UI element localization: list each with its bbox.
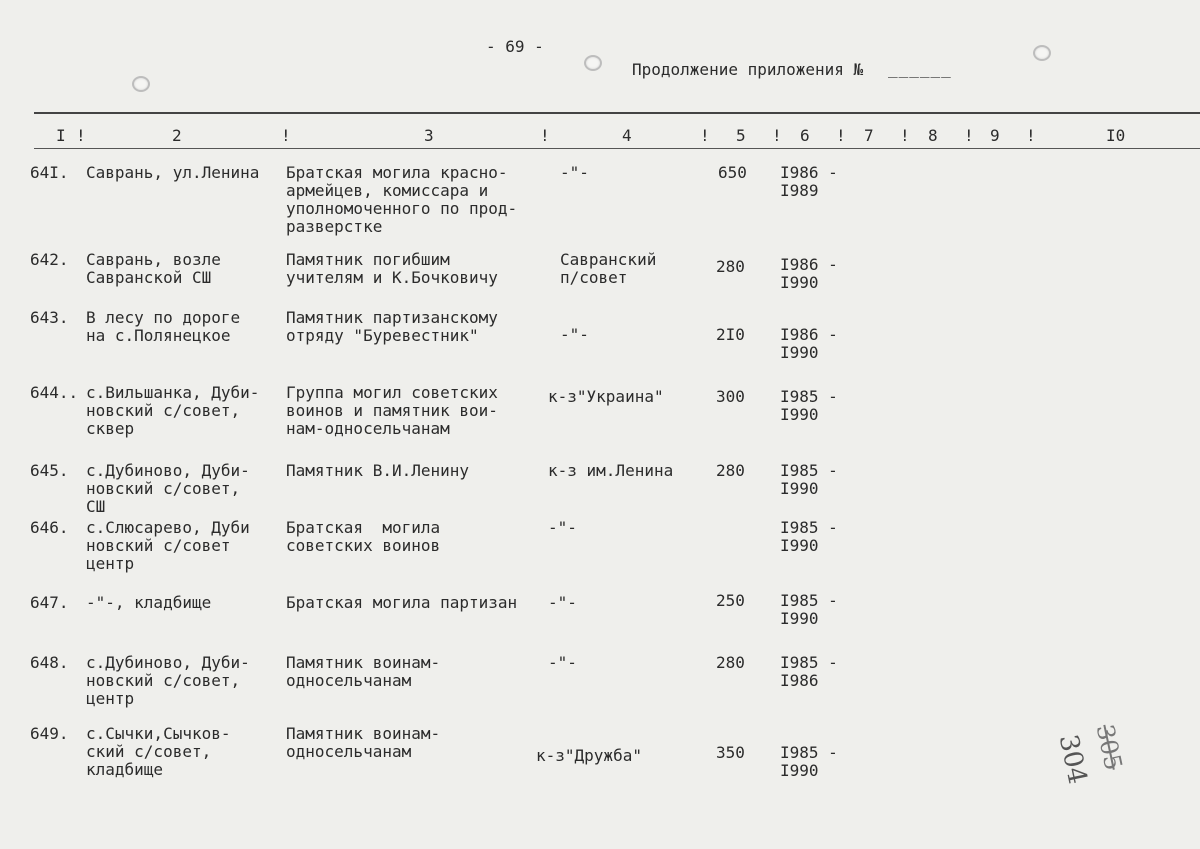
column-header-8: 8 bbox=[928, 126, 938, 145]
column-separator: ! bbox=[76, 126, 86, 145]
page-number: - 69 - bbox=[486, 37, 544, 56]
continuation-blank: ______ bbox=[888, 59, 952, 78]
row-owner: к-з"Дружба" bbox=[536, 746, 642, 765]
row-value: 2I0 bbox=[716, 325, 745, 344]
row-owner: -"- bbox=[548, 518, 577, 537]
row-years: I986 - I990 bbox=[780, 325, 838, 362]
row-value: 250 bbox=[716, 591, 745, 610]
table-top-rule bbox=[34, 112, 1200, 114]
row-location: Саврань, возле Савранской СШ bbox=[86, 250, 221, 287]
column-header-6: 6 bbox=[800, 126, 810, 145]
row-owner: -"- bbox=[560, 163, 589, 182]
row-years: I985 - I990 bbox=[780, 743, 838, 780]
row-owner: Савранский п/совет bbox=[560, 250, 657, 287]
column-separator: ! bbox=[964, 126, 974, 145]
row-owner: -"- bbox=[548, 653, 577, 672]
row-location: Саврань, ул.Ленина bbox=[86, 163, 260, 182]
row-location: с.Дубиново, Дуби- новский с/совет, центр bbox=[86, 653, 250, 708]
row-object: Памятник погибшим учителям и К.Бочковичу bbox=[286, 250, 498, 287]
column-header-4: 4 bbox=[622, 126, 632, 145]
row-number: 649. bbox=[30, 724, 69, 743]
punch-hole-left bbox=[132, 76, 150, 92]
row-value: 350 bbox=[716, 743, 745, 762]
column-header-1: I bbox=[56, 126, 66, 145]
row-years: I985 - I990 bbox=[780, 591, 838, 628]
handwritten-archive-number-crossed bbox=[1091, 722, 1128, 773]
row-owner: -"- bbox=[548, 593, 577, 612]
row-number: 642. bbox=[30, 250, 69, 269]
row-years: I986 - I989 bbox=[780, 163, 838, 200]
continuation-label: Продолжение приложения № bbox=[632, 60, 864, 79]
row-object: Памятник В.И.Ленину bbox=[286, 461, 470, 480]
row-years: I985 - I990 bbox=[780, 518, 838, 555]
row-object: Памятник воинам- односельчанам bbox=[286, 724, 441, 761]
row-object: Братская могила советских воинов bbox=[286, 518, 441, 555]
column-separator: ! bbox=[1026, 126, 1036, 145]
row-owner: к-з"Украина" bbox=[548, 387, 664, 406]
row-value: 280 bbox=[716, 461, 745, 480]
column-separator: ! bbox=[540, 126, 550, 145]
table-header-rule bbox=[34, 148, 1200, 149]
row-years: I985 - I990 bbox=[780, 461, 838, 498]
row-object: Группа могил советских воинов и памятник вои- нам-односельчанам bbox=[286, 383, 498, 438]
row-number: 647. bbox=[30, 593, 69, 612]
row-location: с.Слюсарево, Дуби новский с/совет центр bbox=[86, 518, 250, 573]
row-object: Памятник воинам- односельчанам bbox=[286, 653, 441, 690]
crossed-number-text: 305 bbox=[1090, 722, 1128, 773]
row-object: Братская могила партизан bbox=[286, 593, 518, 612]
column-separator: ! bbox=[772, 126, 782, 145]
row-location: с.Сычки,Сычков- ский с/совет, кладбище bbox=[86, 724, 231, 779]
row-location: с.Вильшанка, Дуби- новский с/совет, сквер bbox=[86, 383, 260, 438]
row-number: 644.. bbox=[30, 383, 79, 402]
row-value: 300 bbox=[716, 387, 745, 406]
row-location: -"-, кладбище bbox=[86, 593, 212, 612]
column-separator: ! bbox=[700, 126, 710, 145]
row-number: 64I. bbox=[30, 163, 69, 182]
row-number: 646. bbox=[30, 518, 69, 537]
row-number: 643. bbox=[30, 308, 69, 327]
column-separator: ! bbox=[900, 126, 910, 145]
row-number: 648. bbox=[30, 653, 69, 672]
column-header-2: 2 bbox=[172, 126, 182, 145]
punch-hole-center bbox=[584, 55, 602, 71]
row-years: I986 - I990 bbox=[780, 255, 838, 292]
column-header-5: 5 bbox=[736, 126, 746, 145]
column-header-3: 3 bbox=[424, 126, 434, 145]
column-header-9: 9 bbox=[990, 126, 1000, 145]
row-object: Братская могила красно- армейцев, комиссара и уполномоченного по прод- разверстке bbox=[286, 163, 518, 236]
row-location: с.Дубиново, Дуби- новский с/совет, СШ bbox=[86, 461, 250, 516]
row-owner: -"- bbox=[560, 325, 589, 344]
row-value: 280 bbox=[716, 257, 745, 276]
column-separator: ! bbox=[836, 126, 846, 145]
row-years: I985 - I986 bbox=[780, 653, 838, 690]
row-location: В лесу по дороге на с.Полянецкое bbox=[86, 308, 241, 345]
handwritten-archive-number: 304 bbox=[1052, 732, 1093, 787]
row-years: I985 - I990 bbox=[780, 387, 838, 424]
row-number: 645. bbox=[30, 461, 69, 480]
column-separator: ! bbox=[281, 126, 291, 145]
row-object: Памятник партизанскому отряду "Буревестник" bbox=[286, 308, 498, 345]
column-header-10: I0 bbox=[1106, 126, 1126, 145]
row-value: 650 bbox=[718, 163, 747, 182]
row-owner: к-з им.Ленина bbox=[548, 461, 674, 480]
punch-hole-right bbox=[1033, 45, 1051, 61]
row-value: 280 bbox=[716, 653, 745, 672]
column-header-7: 7 bbox=[864, 126, 874, 145]
